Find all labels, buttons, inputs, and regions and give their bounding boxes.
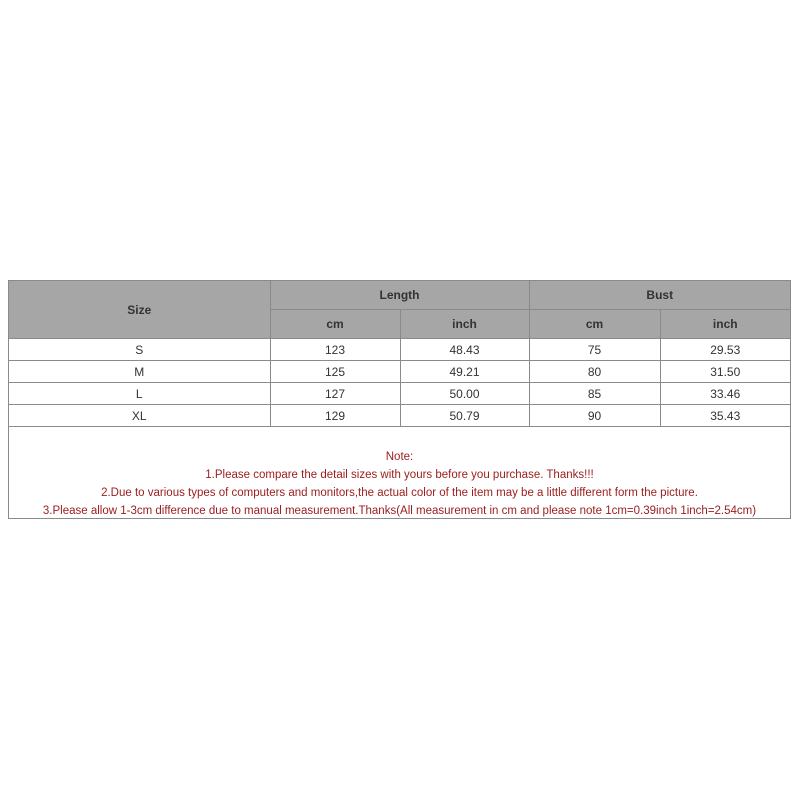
header-size: Size — [9, 281, 270, 339]
header-bust-cm: cm — [529, 310, 660, 339]
cell-size: XL — [9, 405, 270, 427]
cell-length-cm: 127 — [270, 383, 400, 405]
size-table — [9, 281, 790, 427]
cell-length-inch: 50.00 — [400, 383, 529, 405]
header-bust-inch: inch — [660, 310, 790, 339]
note-title: Note: — [385, 451, 414, 463]
cell-length-cm: 123 — [270, 339, 400, 361]
note-line-3: 3.Please allow 1-3cm difference due to manual measurement.Thanks(All measurement in cm and please note 1cm=0.39inch 1inch=2.54cm) — [42, 505, 757, 517]
table-row — [9, 339, 790, 361]
note-line-1: 1.Please compare the detail sizes with yours before you purchase. Thanks!!! — [205, 469, 594, 481]
cell-bust-cm: 90 — [529, 405, 660, 427]
table-row — [9, 405, 790, 427]
cell-bust-inch: 33.46 — [660, 383, 790, 405]
cell-size: S — [9, 339, 270, 361]
header-length-inch: inch — [400, 310, 529, 339]
size-chart — [8, 280, 791, 519]
header-length-cm: cm — [270, 310, 400, 339]
cell-bust-inch: 29.53 — [660, 339, 790, 361]
header-length: Length — [270, 281, 529, 310]
cell-bust-inch: 35.43 — [660, 405, 790, 427]
cell-length-inch: 48.43 — [400, 339, 529, 361]
cell-bust-cm: 75 — [529, 339, 660, 361]
cell-length-inch: 49.21 — [400, 361, 529, 383]
table-row — [9, 383, 790, 405]
note-line-2: 2.Due to various types of computers and monitors,the actual color of the item may be a little different form the picture. — [101, 487, 698, 499]
cell-bust-cm: 85 — [529, 383, 660, 405]
cell-size: M — [9, 361, 270, 383]
cell-length-cm: 125 — [270, 361, 400, 383]
header-row-main — [9, 281, 790, 310]
table-row — [9, 361, 790, 383]
cell-bust-cm: 80 — [529, 361, 660, 383]
notes-section — [9, 448, 790, 520]
cell-length-inch: 50.79 — [400, 405, 529, 427]
header-bust: Bust — [529, 281, 790, 310]
cell-bust-inch: 31.50 — [660, 361, 790, 383]
cell-length-cm: 129 — [270, 405, 400, 427]
cell-size: L — [9, 383, 270, 405]
